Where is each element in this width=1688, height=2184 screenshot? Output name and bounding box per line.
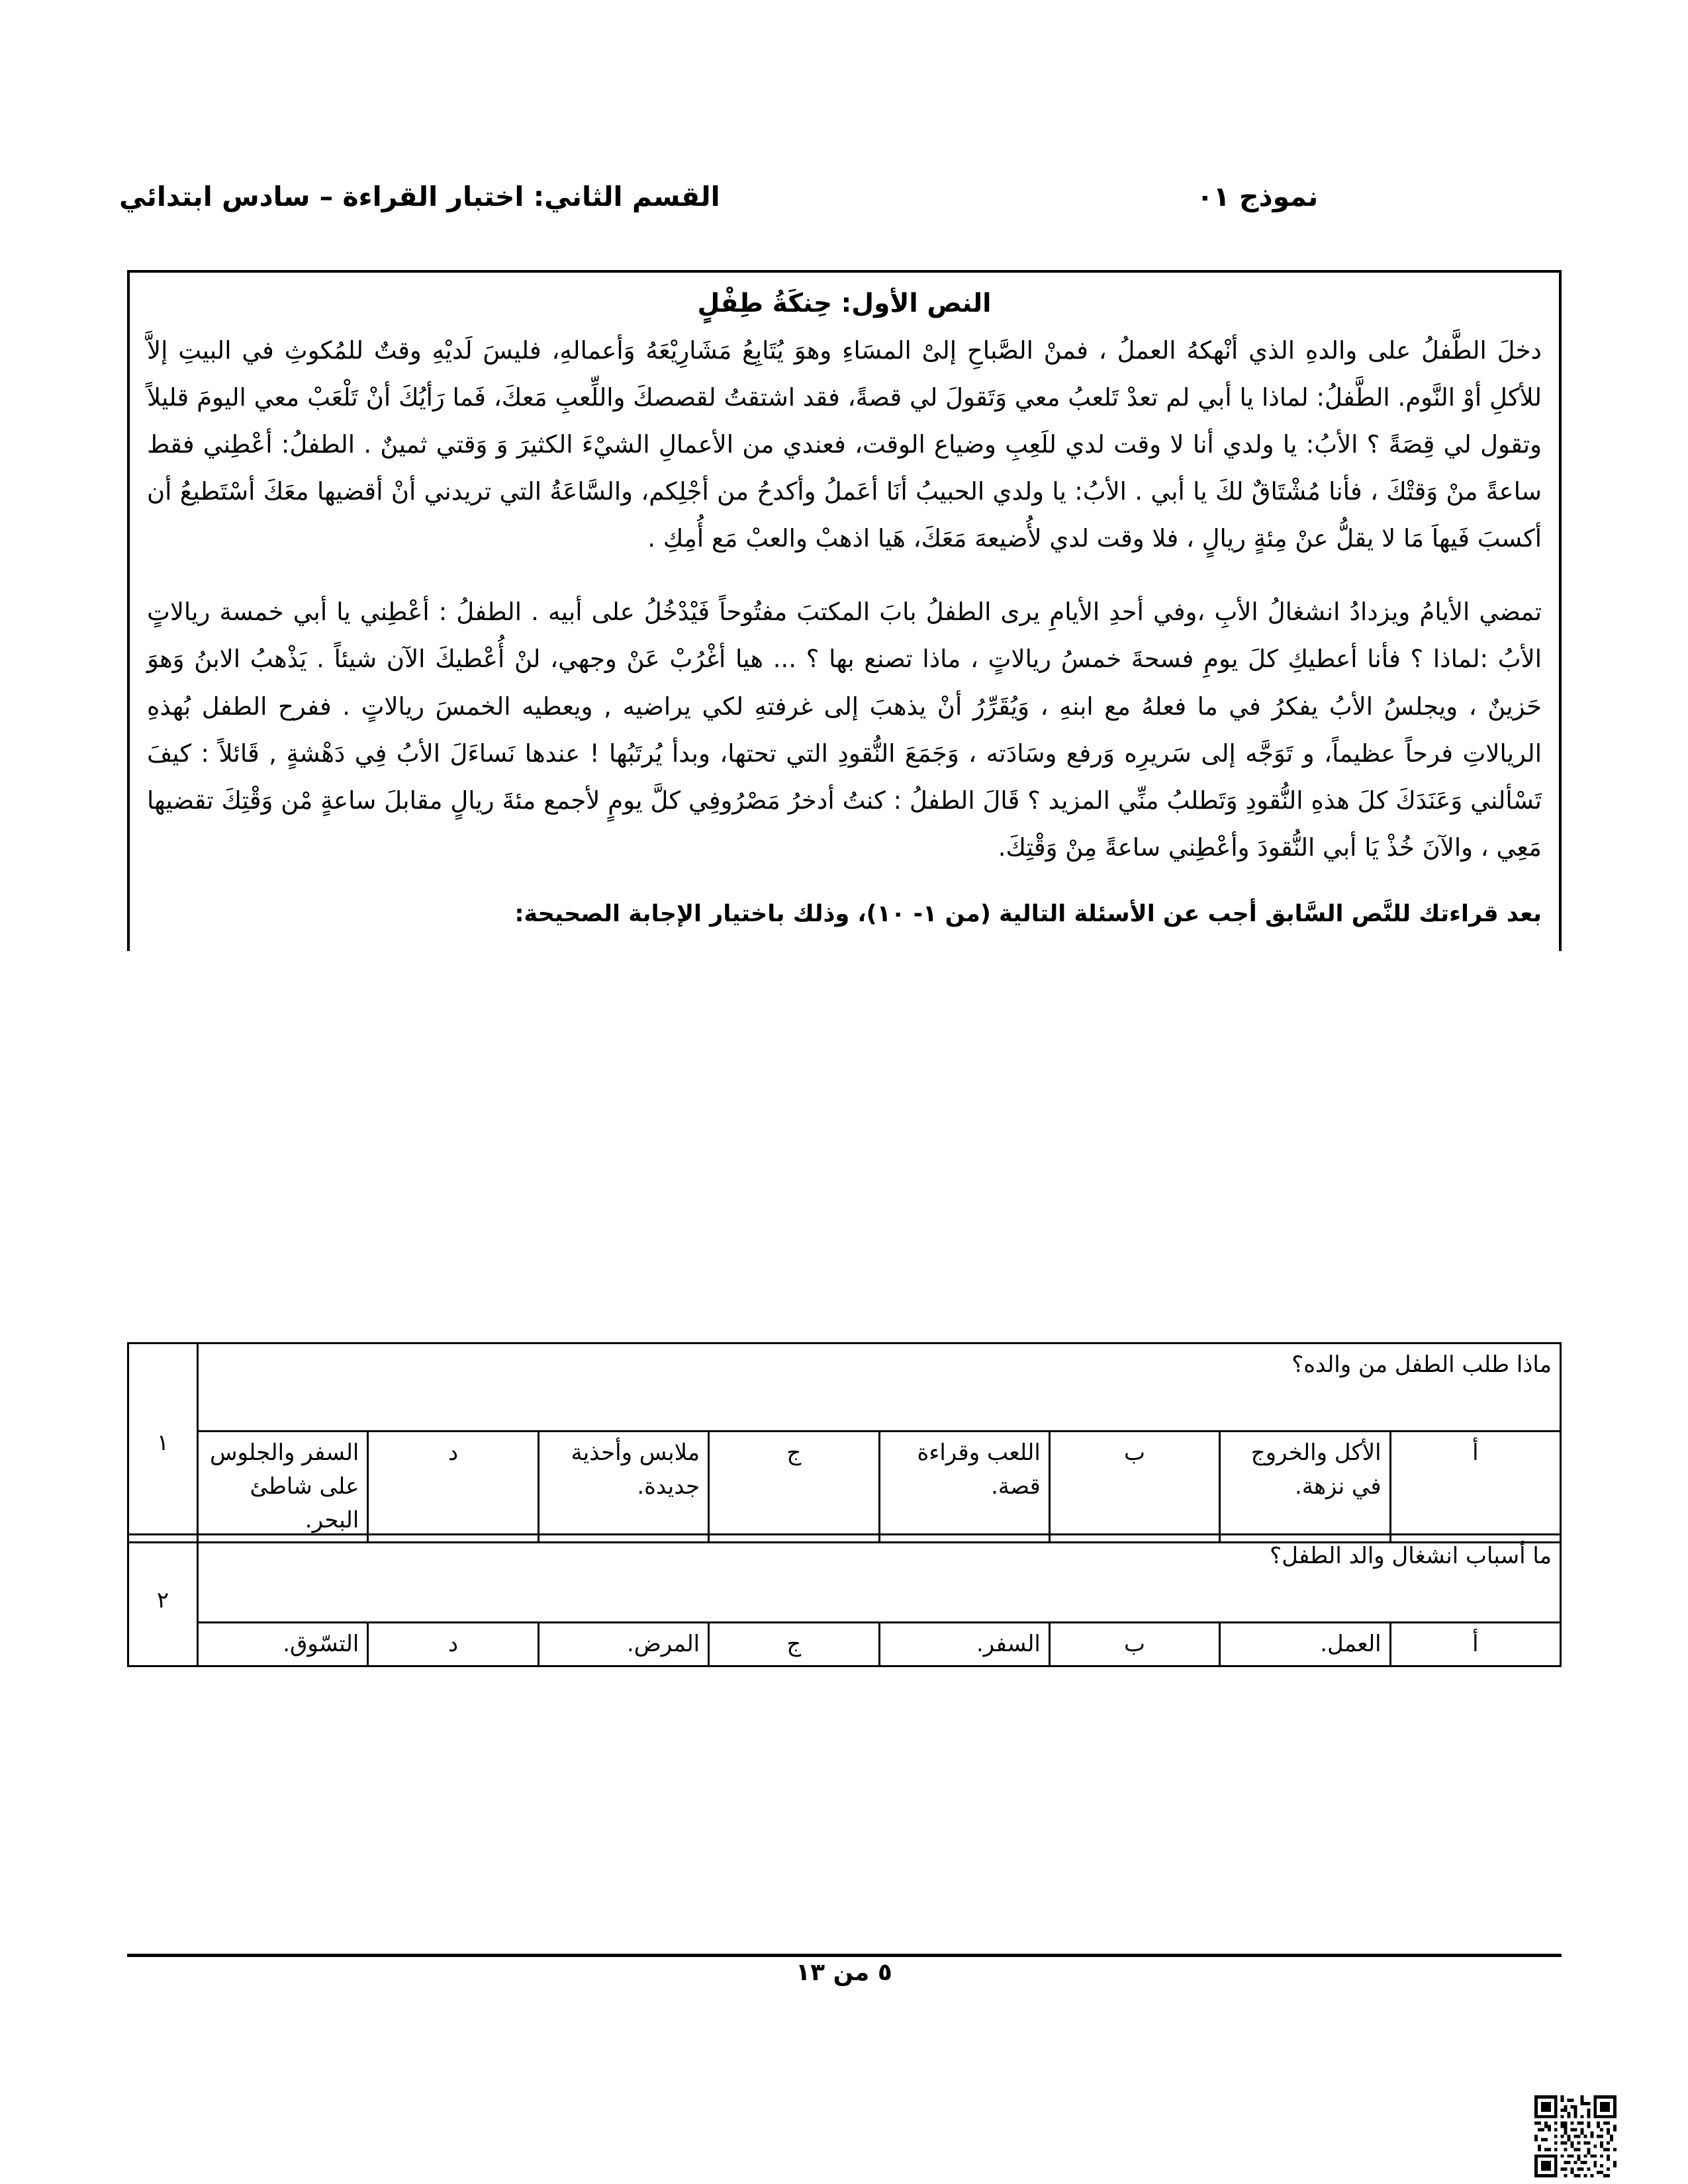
question-2-option-d[interactable]: التسّوق. <box>198 1623 368 1666</box>
question-2-option-b-letter: ب <box>1049 1623 1219 1666</box>
question-2-text: ما أسباب انشغال والد الطفل؟ <box>198 1535 1561 1623</box>
question-1-option-d-letter: د <box>368 1432 538 1543</box>
question-2-number: ٢ <box>128 1535 198 1666</box>
question-2-option-d-letter: د <box>368 1623 538 1666</box>
page-header-model-number: نموذج ٠١ <box>1196 181 1319 212</box>
page-header <box>119 180 1569 226</box>
question-1-number: ١ <box>128 1343 198 1543</box>
question-1-text: ماذا طلب الطفل من والده؟ <box>198 1343 1561 1432</box>
question-2-option-a[interactable]: العمل. <box>1220 1623 1390 1666</box>
table-row <box>128 1535 1561 1623</box>
question-2-option-b[interactable]: السفر. <box>879 1623 1049 1666</box>
question-1-option-b[interactable]: اللعب وقراءة قصة. <box>879 1432 1049 1543</box>
footer-divider <box>127 1954 1562 1957</box>
passage-title: النص الأول: حِنكَةُ طِفْلٍ <box>697 289 992 318</box>
table-row <box>128 1432 1561 1543</box>
question-1-option-a[interactable]: الأكل والخروج في نزهة. <box>1220 1432 1390 1543</box>
question-1-option-b-letter: ب <box>1049 1432 1219 1543</box>
passage-paragraph-2: تمضي الأيامُ ويزدادُ انشغالُ الأبِ ،وفي أحدِ الأيامِ يرى الطفلُ بابَ المكتبَ مفتُوحاً فَيْدْخُلُ على أبيه . الطفلُ : أعْطِني يا أبي خمسة ريالاتٍ الأبُ :لماذا ؟ فأنا أعطيكِ كلَ يومِ فسحةَ خمسُ ريالاتٍ ، ماذا تصنع بها ؟ ... هيا أغْرُبْ عَنْ وجهي، لنْ أُعْطيكَ الآن شيئاً . يَذْهبُ الابنُ وَهوَ حَزينٌ ، ويجلسُ الأبُ يفكرُ في ما فعلهُ مع ابنهِ ، وَيُقَرِّرُ أنْ يذهبَ إلى غرفتهِ لكي يراضيه , ويعطيه الخمسَ ريالاتٍ . ففرح الطفل بُهذهِ الريالاتِ فرحاً عظيماً، و تَوَجَّه إلى سَريرِه وَرفع وسَادَته ، وَجَمَعَ النُّقودِ التي تحتها، وبدأ يُرتَبُها ! عندها نَساءَلَ الأبُ فِي دَهْشةٍ , قَائلاً : كيفَ تَسْألني وَعَنَدَكَ كلَ هذهِ النُّقودِ وَتَطلبُ منِّي المزيد ؟ قَالَ الطفلُ : كنتُ أدخرُ مَصْرُوفِي كلَّ يومٍ لأجمع مئةَ ريالٍ مقابلَ ساعةٍ مْن وَقْتِكَ تقضيها مَعِي ، والآنَ خُذْ يَا أبي النُّقودَ وأعْطِني ساعةً مِنْ وَقْتِكَ. <box>147 598 1542 862</box>
question-2-option-a-letter: أ <box>1390 1623 1560 1666</box>
question-1-option-a-letter: أ <box>1390 1432 1560 1543</box>
table-row <box>128 1623 1561 1666</box>
question-table-2 <box>127 1533 1562 1667</box>
question-table-1 <box>127 1342 1562 1543</box>
instruction-text: بعد قراءتك للنَّص السَّابق أجب عن الأسئلة التالية (من ١- ١٠)، وذلك باختيار الإجابة الصحيحة: <box>514 900 1542 927</box>
question-1-option-c-letter: ج <box>709 1432 879 1543</box>
question-2-option-c-letter: ج <box>709 1623 879 1666</box>
passage-paragraph-1: دخلَ الطَّفلُ على والدهِ الذي أنْهكهُ العملُ ، فمنْ الصَّباحِ إلىْ المسَاءِ وهوَ يُتَابِعُ مَشَارِيْعَهُ وَأعمالهِ، فليسَ لَديْهِ وقتٌ للمُكوثِ في البيتِ إلاَّ للأكلِ أوْ النَّوم. الطَّفلُ: لماذا يا أبي لم تعدْ تَلعبُ معي وَتَقولَ لي قصةً، فقد اشتقتُ لقصصكَ واللِّعبِ مَعكَ، فَما رَأيُكَ أنْ تَلْعَبْ معي اليومَ قليلاً وتقول لي قِصَةً ؟ الأبُ: يا ولدي أنا لا وقت لدي للَعِبِ وضياع الوقت، فعندي من الأعمالِ الشيْءَ الكثيرَ وَ وَقتي ثمينٌ . الطفلُ: أعْطِني فقط ساعةً منْ وَقتْكَ ، فأنا مُشْتَاقٌ لكَ يا أبي . الأبُ: يا ولدي الحبيبُ أنَا أعَملُ وأكدحُ من أجْلِكم، والسَّاعَةُ التي تريدني أنْ أقضيها معَكَ أسْتَطيعُ أن أكسبَ فَيهاَ مَا لا يقلُّ عنْ مِئةٍ ريالٍ ، فلا وقت لدي لأُضيعهَ مَعَكَ، هَيا اذهبْ والعبْ مَع أُمِكِ . <box>147 336 1542 553</box>
page-header-title: القسم الثاني: اختبار القراءة – سادس ابتدائي <box>119 181 720 212</box>
question-1-option-d[interactable]: السفر والجلوس على شاطئ البحر. <box>198 1432 368 1543</box>
question-2-option-c[interactable]: المرض. <box>538 1623 708 1666</box>
footer-page-number: ٥ من ١٣ <box>796 1959 892 1986</box>
question-1-option-c[interactable]: ملابس وأحذية جديدة. <box>538 1432 708 1543</box>
passage-body <box>147 327 1542 870</box>
passage-box <box>127 270 1562 951</box>
qr-code-icon <box>1534 2095 1617 2177</box>
table-row <box>128 1343 1561 1432</box>
